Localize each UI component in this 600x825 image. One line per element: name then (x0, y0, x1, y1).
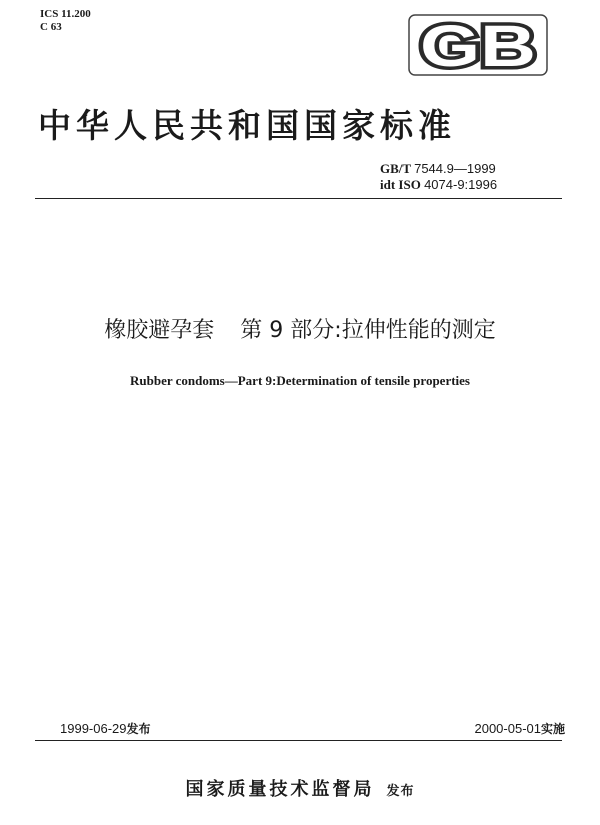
document-title-en: Rubber condoms—Part 9:Determination of tensile properties (129, 373, 470, 388)
implement-label: 实施 (540, 722, 565, 736)
bottom-divider (35, 740, 562, 741)
publish-date: 1999-06-29 (60, 721, 127, 736)
top-divider (35, 198, 562, 199)
gb-logo-text: GB (420, 14, 536, 76)
standard-codes (380, 161, 497, 193)
gb-logo (408, 14, 548, 76)
standard-code-number: 7544.9—1999 (414, 161, 496, 176)
issuer-action: 发布 (386, 784, 415, 799)
implement-date: 2000-05-01 (474, 721, 541, 736)
title-cn-part2: 第 9 部分:拉伸性能的测定 (240, 318, 496, 343)
standard-code-line (380, 161, 497, 177)
implement-date-block (474, 720, 565, 737)
standard-code-prefix: GB/T (380, 161, 411, 176)
classification-codes (40, 8, 91, 34)
issuer-name: 国家质量技术监督局 (185, 779, 375, 800)
publish-date-block (60, 720, 151, 737)
title-cn-part1: 橡胶避孕套 (104, 318, 215, 343)
idt-prefix: idt ISO (380, 177, 421, 192)
ics-code: ICS 11.200 (40, 8, 91, 20)
ccs-code: C 63 (40, 21, 62, 33)
national-standard-title: 中华人民共和国国家标准 (38, 106, 456, 145)
idt-code-line (380, 177, 497, 193)
document-title-cn (0, 313, 600, 344)
idt-number: 4074-9:1996 (424, 177, 498, 192)
issuer-line (0, 775, 600, 801)
publish-label: 发布 (126, 722, 151, 736)
